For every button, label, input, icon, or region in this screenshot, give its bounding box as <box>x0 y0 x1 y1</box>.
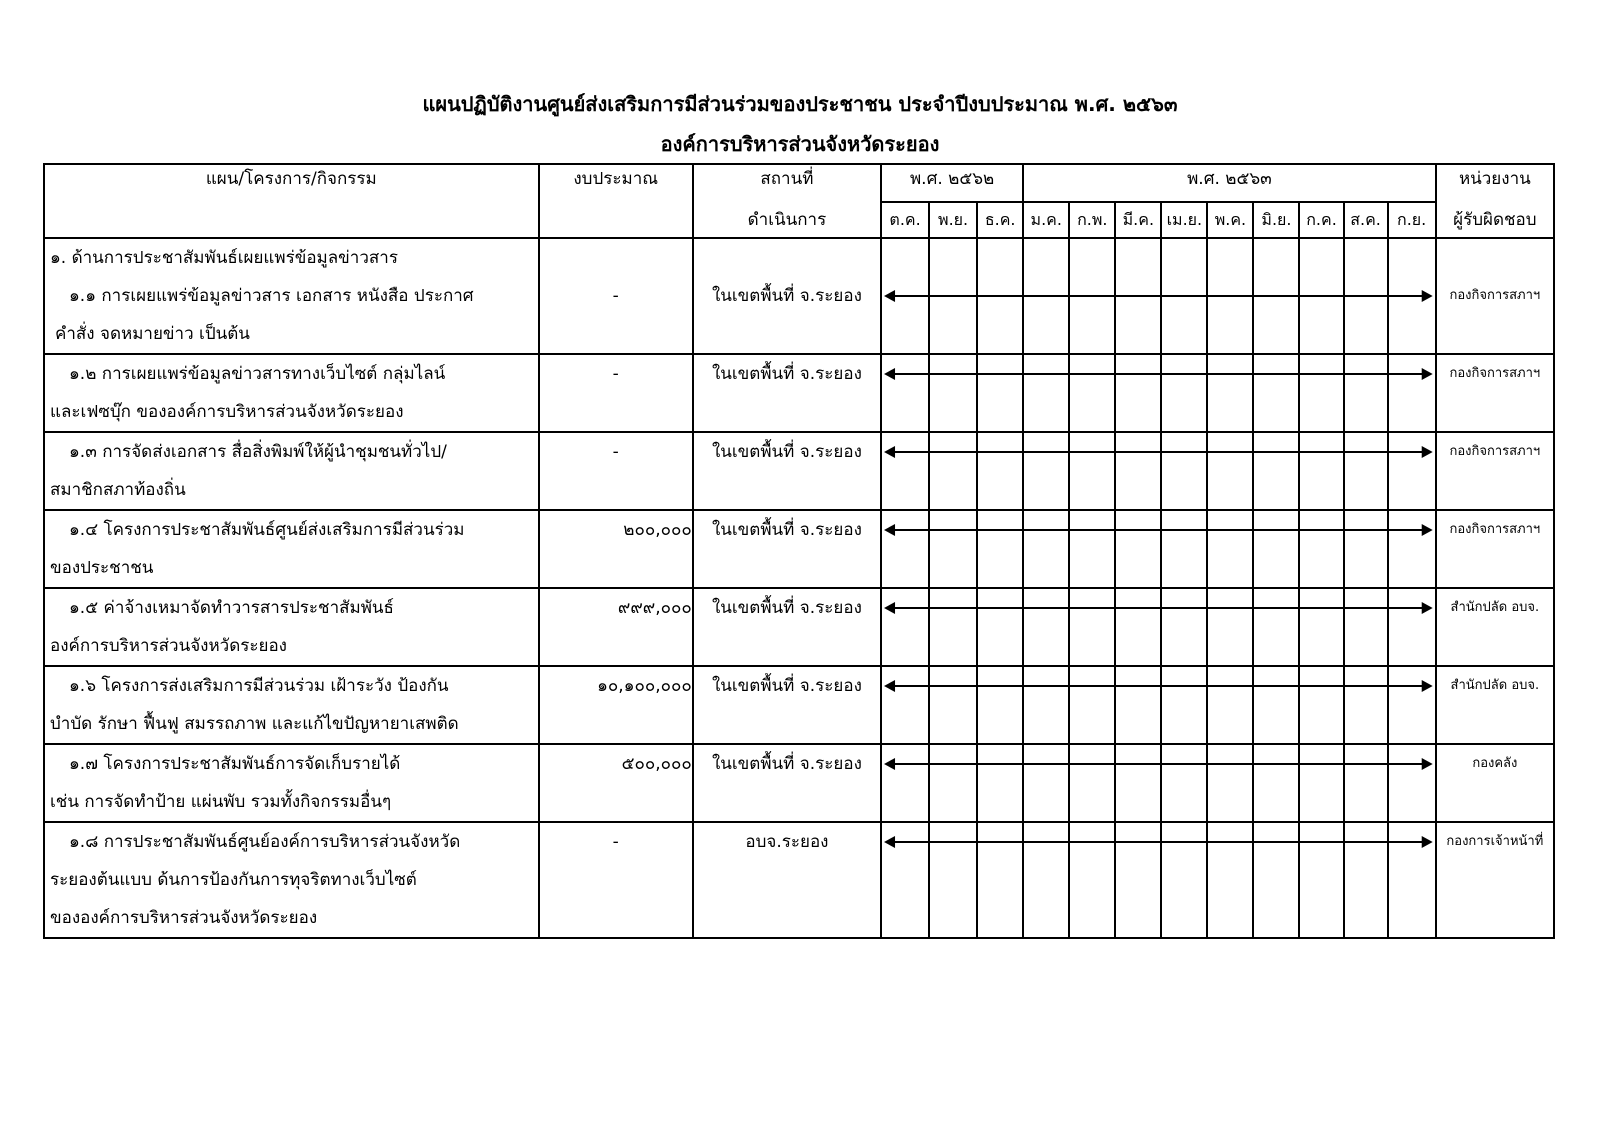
table-row <box>44 588 1554 666</box>
location-cell: ในเขตพื้นที่ จ.ระยอง <box>693 666 881 744</box>
month-header: ส.ค. <box>1344 202 1388 238</box>
activity-cell <box>44 822 539 938</box>
activity-cell <box>44 354 539 432</box>
responsible-cell: สำนักปลัด อบจ. <box>1436 588 1554 666</box>
header-responsible-line1: หน่วยงาน <box>1458 169 1531 189</box>
month-header: พ.ค. <box>1207 202 1253 238</box>
month-header: เม.ย. <box>1161 202 1207 238</box>
location-cell: ในเขตพื้นที่ จ.ระยอง <box>693 354 881 432</box>
budget-cell <box>539 238 693 354</box>
activity-cell <box>44 510 539 588</box>
section-title: ๑. ด้านการประชาสัมพันธ์เผยแพร่ข้อมูลข่าวสาร <box>50 248 398 268</box>
activity-line: ระยองต้นแบบ ด้นการป้องกันการทุจริตทางเว็บไซต์ <box>50 870 417 890</box>
location-cell <box>693 238 881 354</box>
location-cell: ในเขตพื้นที่ จ.ระยอง <box>693 432 881 510</box>
month-header: ก.ย. <box>1388 202 1436 238</box>
activity-line: และเฟซบุ๊ก ขององค์การบริหารส่วนจังหวัดระยอง <box>50 402 404 422</box>
activity-cell <box>44 588 539 666</box>
location-cell: ในเขตพื้นที่ จ.ระยอง <box>693 744 881 822</box>
location-cell: อบจ.ระยอง <box>693 822 881 938</box>
header-activity: แผน/โครงการ/กิจกรรม <box>44 164 539 238</box>
responsible-cell: กองกิจการสภาฯ <box>1436 354 1554 432</box>
month-header: ก.ค. <box>1299 202 1343 238</box>
header-budget: งบประมาณ <box>539 164 693 238</box>
month-header: ก.พ. <box>1069 202 1115 238</box>
activity-line: ๑.๒ การเผยแพร่ข้อมูลข่าวสารทางเว็บไซต์ กลุ่มไลน์ <box>69 364 446 384</box>
budget-value: - <box>612 286 619 306</box>
document-title: แผนปฏิบัติงานศูนย์ส่งเสริมการมีส่วนร่วมของประชาชน ประจำปีงบประมาณ พ.ศ. ๒๕๖๓ <box>422 92 1178 116</box>
budget-cell: - <box>539 432 693 510</box>
responsible-cell: กองการเจ้าหน้าที่ <box>1436 822 1554 938</box>
table-row <box>44 354 1554 432</box>
activity-line: เช่น การจัดทำป้าย แผ่นพับ รวมทั้งกิจกรรมอื่นๆ <box>50 792 392 812</box>
month-header: มิ.ย. <box>1253 202 1299 238</box>
activity-cell <box>44 744 539 822</box>
month-header: พ.ย. <box>929 202 977 238</box>
header-responsible <box>1436 164 1554 238</box>
header-location-line2: ดำเนินการ <box>747 210 827 230</box>
table-row <box>44 510 1554 588</box>
header-location <box>693 164 881 238</box>
activity-cell <box>44 432 539 510</box>
table-row <box>44 744 1554 822</box>
activity-line: องค์การบริหารส่วนจังหวัดระยอง <box>50 636 287 656</box>
location-cell: ในเขตพื้นที่ จ.ระยอง <box>693 588 881 666</box>
table-row <box>44 822 1554 938</box>
month-header: ม.ค. <box>1023 202 1069 238</box>
budget-cell: ๒๐๐,๐๐๐ <box>539 510 693 588</box>
budget-cell: ๕๐๐,๐๐๐ <box>539 744 693 822</box>
responsible-cell: สำนักปลัด อบจ. <box>1436 666 1554 744</box>
activity-line: ๑.๖ โครงการส่งเสริมการมีส่วนร่วม เฝ้าระวัง ป้องกัน <box>69 676 449 696</box>
responsible-cell: กองกิจการสภาฯ <box>1436 510 1554 588</box>
header-year-2562: พ.ศ. ๒๕๖๒ <box>881 164 1023 202</box>
activity-line: ๑.๕ ค่าจ้างเหมาจัดทำวารสารประชาสัมพันธ์ <box>69 598 394 618</box>
activity-line: ๑.๘ การประชาสัมพันธ์ศูนย์องค์การบริหารส่วนจังหวัด <box>69 832 461 852</box>
table-row <box>44 238 1554 354</box>
month-header: มี.ค. <box>1115 202 1161 238</box>
activity-line: ของประชาชน <box>50 558 154 578</box>
responsible-cell: กองกิจการสภาฯ <box>1436 432 1554 510</box>
header-responsible-line2: ผู้รับผิดชอบ <box>1453 210 1537 230</box>
month-header: ธ.ค. <box>977 202 1023 238</box>
activity-cell <box>44 666 539 744</box>
location-value: ในเขตพื้นที่ จ.ระยอง <box>711 286 862 306</box>
budget-cell: - <box>539 822 693 938</box>
responsible-cell <box>1436 238 1554 354</box>
activity-line: คำสั่ง จดหมายข่าว เป็นต้น <box>55 324 250 344</box>
activity-line: บำบัด รักษา ฟื้นฟู สมรรถภาพ และแก้ไขปัญหายาเสพติด <box>50 714 459 734</box>
responsible-cell: กองคลัง <box>1436 744 1554 822</box>
table-row <box>44 432 1554 510</box>
budget-cell: ๙๙๙,๐๐๐ <box>539 588 693 666</box>
budget-cell: - <box>539 354 693 432</box>
location-cell: ในเขตพื้นที่ จ.ระยอง <box>693 510 881 588</box>
activity-cell <box>44 238 539 354</box>
activity-line: ๑.๗ โครงการประชาสัมพันธ์การจัดเก็บรายได้ <box>69 754 401 774</box>
activity-line: ขององค์การบริหารส่วนจังหวัดระยอง <box>50 908 318 928</box>
activity-line: ๑.๔ โครงการประชาสัมพันธ์ศูนย์ส่งเสริมการมีส่วนร่วม <box>69 520 465 540</box>
activity-line: สมาชิกสภาท้องถิ่น <box>50 480 186 500</box>
header-year-2563: พ.ศ. ๒๕๖๓ <box>1023 164 1436 202</box>
responsible-value: กองกิจการสภาฯ <box>1449 288 1541 303</box>
document-subtitle: องค์การบริหารส่วนจังหวัดระยอง <box>660 132 940 156</box>
action-plan-table <box>43 163 1555 939</box>
activity-line: ๑.๑ การเผยแพร่ข้อมูลข่าวสาร เอกสาร หนังสือ ประกาศ <box>69 286 474 306</box>
header-location-line1: สถานที่ <box>760 169 814 189</box>
table-row <box>44 666 1554 744</box>
month-header: ต.ค. <box>881 202 929 238</box>
budget-cell: ๑๐,๑๐๐,๐๐๐ <box>539 666 693 744</box>
activity-line: ๑.๓ การจัดส่งเอกสาร สื่อสิ่งพิมพ์ให้ผู้นำชุมชนทั่วไป/ <box>69 442 447 462</box>
